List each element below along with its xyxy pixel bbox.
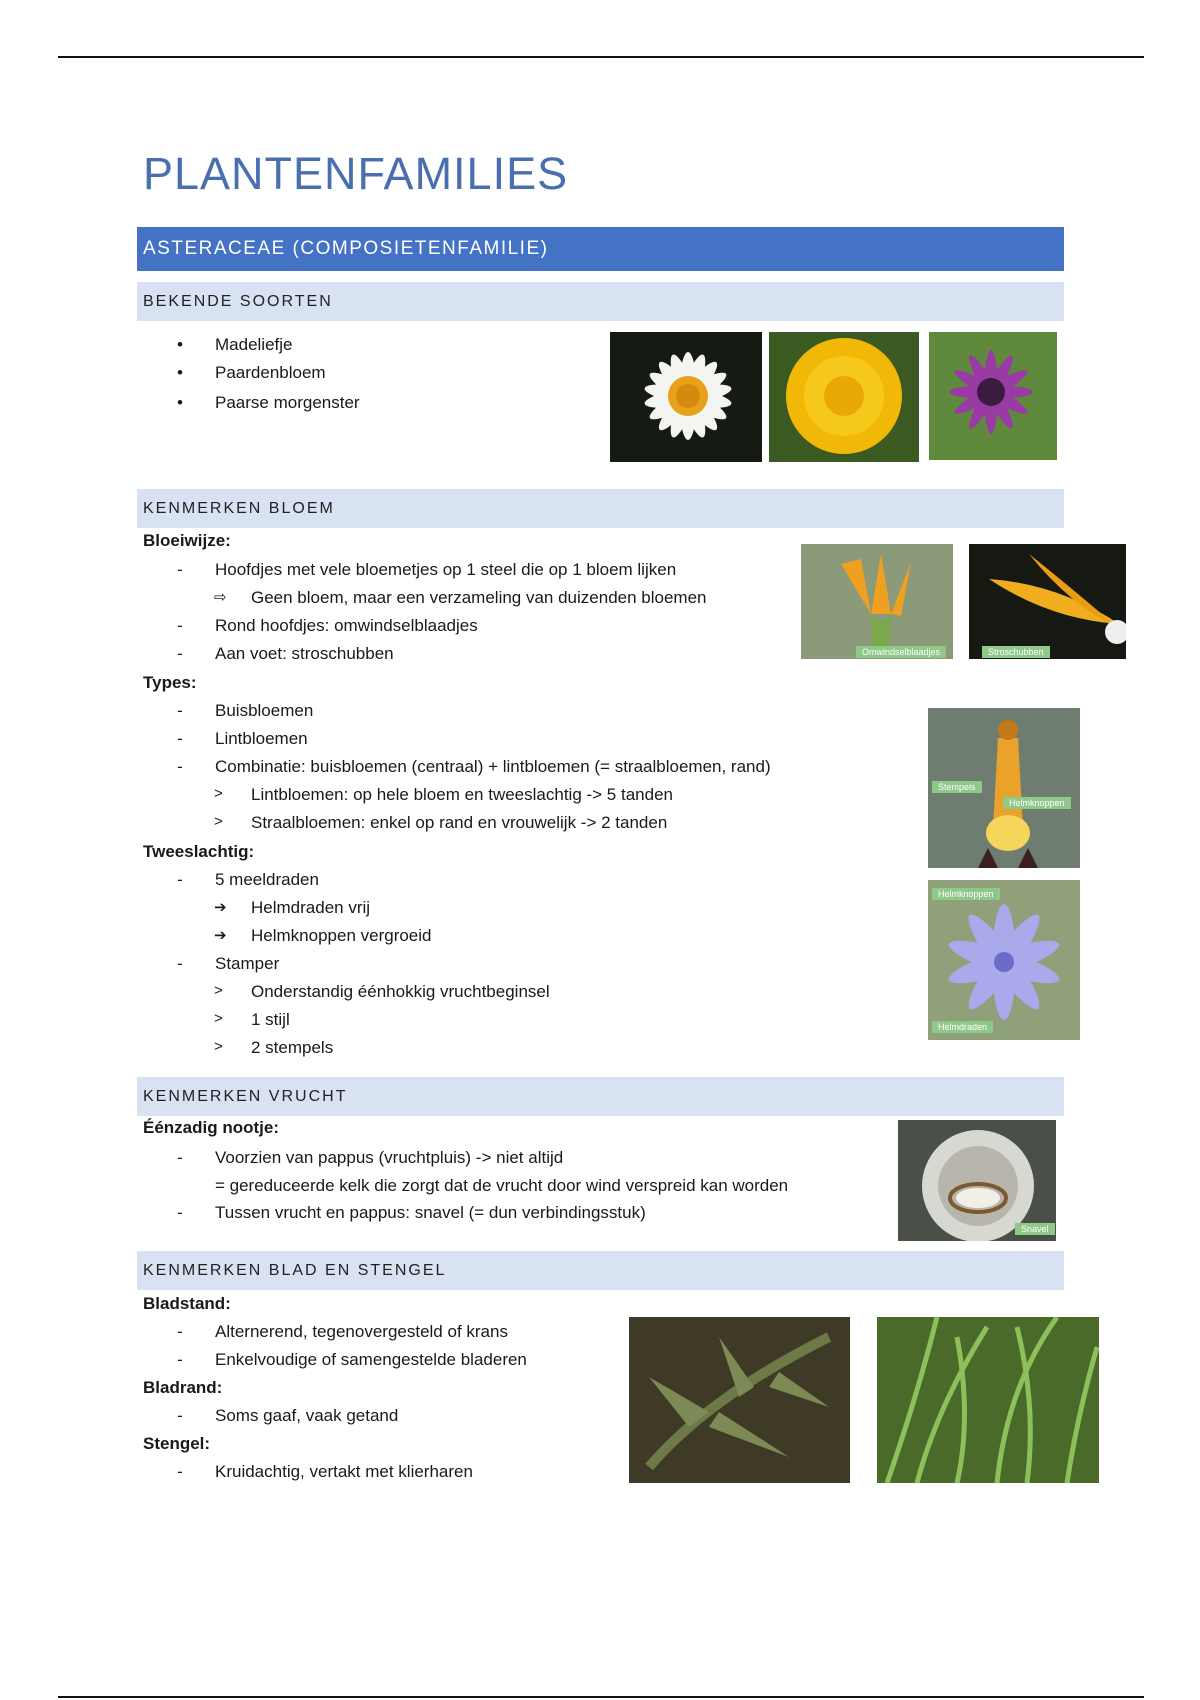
list-item: Hoofdjes met vele bloemetjes op 1 steel die op 1 bloem lijken bbox=[215, 560, 677, 579]
dash-marker: - bbox=[177, 616, 183, 635]
list-item: Aan voet: stroschubben bbox=[215, 644, 394, 663]
gt-marker: > bbox=[214, 785, 223, 802]
tweeslachtig-label: Tweeslachtig: bbox=[143, 842, 255, 861]
list-item: Lintbloemen bbox=[215, 729, 308, 748]
list-item: Straalbloemen: enkel op rand en vrouwelijk -> 2 tanden bbox=[251, 813, 668, 832]
list-item: = gereduceerde kelk die zorgt dat de vrucht door wind verspreid kan worden bbox=[215, 1176, 789, 1195]
section-heading-kenmerken-vrucht: KENMERKEN VRUCHT bbox=[137, 1077, 1064, 1116]
ray-floret-photo bbox=[969, 544, 1126, 659]
gt-marker: > bbox=[214, 1038, 223, 1055]
list-item: Paarse morgenster bbox=[215, 393, 360, 412]
list-item: Voorzien van pappus (vruchtpluis) -> niet altijd bbox=[215, 1148, 564, 1167]
bullet: • bbox=[177, 393, 183, 412]
daisy-photo bbox=[610, 332, 762, 462]
bold-arrow-icon: ➔ bbox=[214, 927, 227, 944]
purple-flower-photo bbox=[929, 332, 1057, 460]
dash-marker: - bbox=[177, 1148, 183, 1167]
section-heading-bekende-soorten: BEKENDE SOORTEN bbox=[137, 282, 1064, 321]
list-item: Helmknoppen vergroeid bbox=[251, 926, 432, 945]
dash-marker: - bbox=[177, 1322, 183, 1341]
caption-stroschub: Stroschubben bbox=[982, 646, 1050, 658]
bladrand-label: Bladrand: bbox=[143, 1378, 223, 1397]
list-item: 5 meeldraden bbox=[215, 870, 319, 889]
list-item: Rond hoofdjes: omwindselblaadjes bbox=[215, 616, 478, 635]
bladstand-label: Bladstand: bbox=[143, 1294, 231, 1313]
list-item: Onderstandig éénhokkig vruchtbeginsel bbox=[251, 982, 550, 1001]
stengel-label: Stengel: bbox=[143, 1434, 211, 1453]
bloeiwijze-label: Bloeiwijze: bbox=[143, 531, 231, 550]
bullet: • bbox=[177, 335, 183, 354]
dash-marker: - bbox=[177, 870, 183, 889]
section-heading-kenmerken-bloem: KENMERKEN BLOEM bbox=[137, 489, 1064, 528]
caption-helmknoppen-b: Helmknoppen bbox=[932, 888, 1000, 900]
dash-marker: - bbox=[177, 560, 183, 579]
bullet: • bbox=[177, 363, 183, 382]
caption-snavel: Snavel bbox=[1015, 1223, 1055, 1235]
list-item: Lintbloemen: op hele bloem en tweeslachtig -> 5 tanden bbox=[251, 785, 673, 804]
dash-marker: - bbox=[177, 644, 183, 663]
list-item: Geen bloem, maar een verzameling van duizenden bloemen bbox=[251, 588, 707, 607]
caption-stempels: Stempels bbox=[932, 781, 982, 793]
list-item: 1 stijl bbox=[251, 1010, 290, 1029]
gt-marker: > bbox=[214, 982, 223, 999]
dash-marker: - bbox=[177, 1406, 183, 1425]
dash-marker: - bbox=[177, 1350, 183, 1369]
dash-marker: - bbox=[177, 701, 183, 720]
bold-arrow-icon: ➔ bbox=[214, 899, 227, 916]
involucre-photo bbox=[801, 544, 953, 659]
dash-marker: - bbox=[177, 1462, 183, 1481]
list-item: Enkelvoudige of samengestelde bladeren bbox=[215, 1350, 527, 1369]
bottom-rule bbox=[58, 1696, 1144, 1698]
family-heading: ASTERACEAE (COMPOSIETENFAMILIE) bbox=[137, 227, 1064, 271]
caption-helmknoppen-a: Helmknoppen bbox=[1003, 797, 1071, 809]
list-item: Soms gaaf, vaak getand bbox=[215, 1406, 399, 1425]
dash-marker: - bbox=[177, 954, 183, 973]
list-item: Tussen vrucht en pappus: snavel (= dun verbindingsstuk) bbox=[215, 1203, 646, 1222]
gt-marker: > bbox=[214, 1010, 223, 1027]
grass-photo bbox=[877, 1317, 1099, 1483]
section-heading-kenmerken-blad: KENMERKEN BLAD EN STENGEL bbox=[137, 1251, 1064, 1290]
caption-helmdraden: Helmdraden bbox=[932, 1021, 993, 1033]
list-item: Combinatie: buisbloemen (centraal) + lintbloemen (= straalbloemen, rand) bbox=[215, 757, 771, 776]
dash-marker: - bbox=[177, 729, 183, 748]
dash-marker: - bbox=[177, 1203, 183, 1222]
page-title: PLANTENFAMILIES bbox=[143, 148, 569, 199]
hollow-arrow-icon: ⇨ bbox=[214, 589, 227, 606]
top-rule bbox=[58, 56, 1144, 58]
list-item: Kruidachtig, vertakt met klierharen bbox=[215, 1462, 473, 1481]
list-item: 2 stempels bbox=[251, 1038, 334, 1057]
list-item: Stamper bbox=[215, 954, 280, 973]
types-label: Types: bbox=[143, 673, 197, 692]
caption-omwindsel: Omwindselblaadjes bbox=[856, 646, 946, 658]
list-item: Helmdraden vrij bbox=[251, 898, 371, 917]
dash-marker: - bbox=[177, 757, 183, 776]
dandelion-photo bbox=[769, 332, 919, 462]
list-item: Madeliefje bbox=[215, 335, 293, 354]
list-item: Alternerend, tegenovergesteld of krans bbox=[215, 1322, 508, 1341]
vrucht-label: Éénzadig nootje: bbox=[143, 1118, 279, 1137]
gt-marker: > bbox=[214, 813, 223, 830]
list-item: Paardenbloem bbox=[215, 363, 326, 382]
list-item: Buisbloemen bbox=[215, 701, 314, 720]
chicory-photo bbox=[928, 880, 1080, 1040]
leaf-photo bbox=[629, 1317, 850, 1483]
